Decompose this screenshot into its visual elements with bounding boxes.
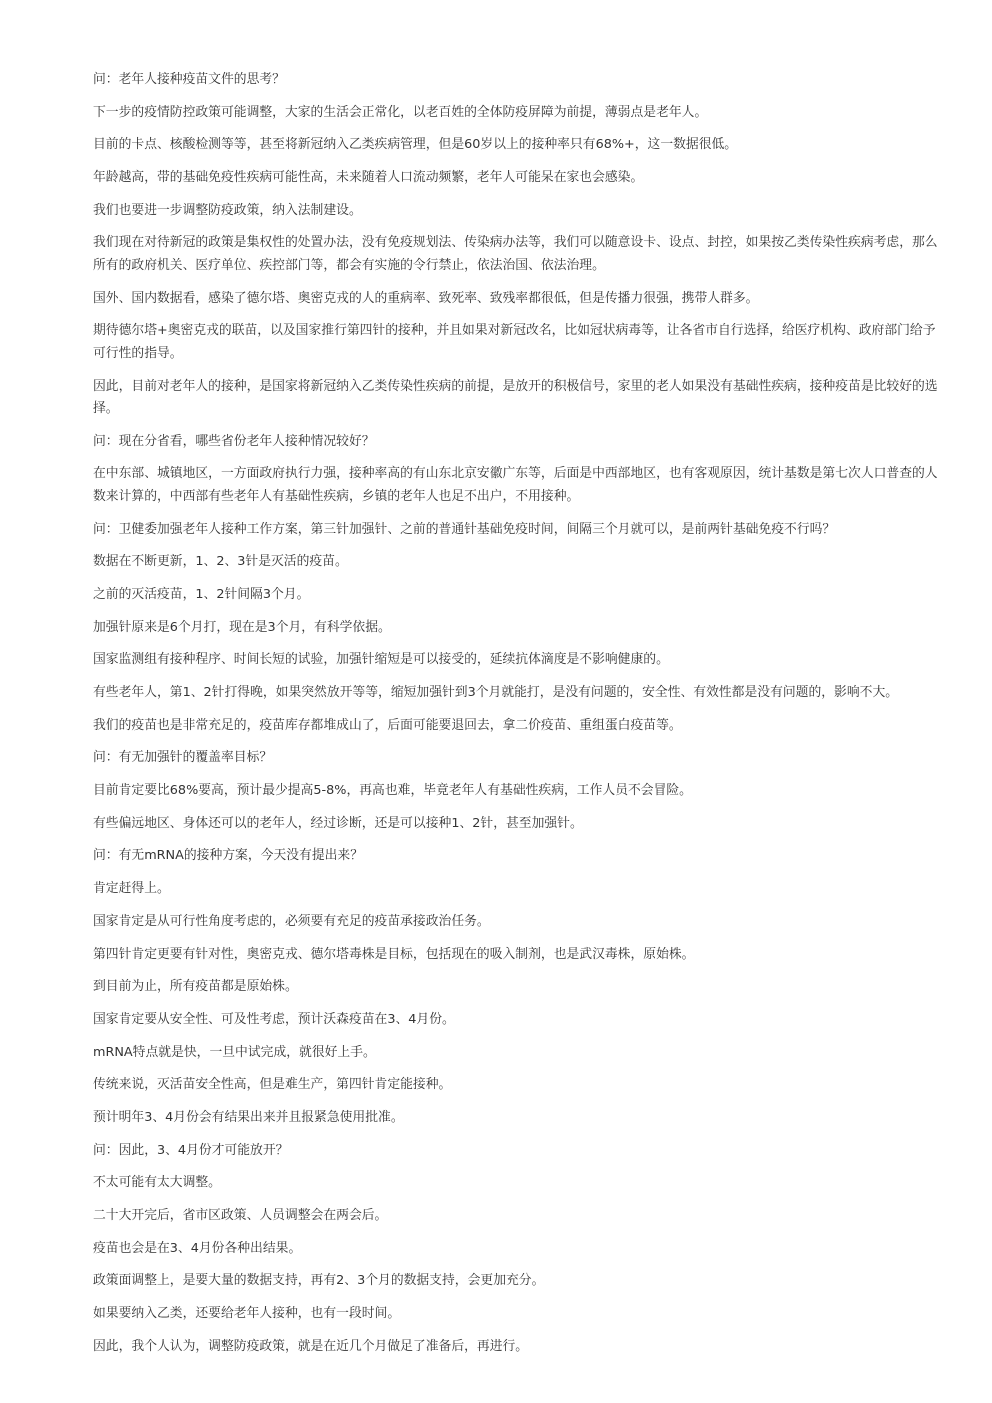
answer-paragraph: 年龄越高，带的基础免疫性疾病可能性高，未来随着人口流动频繁，老年人可能呆在家也会感染。 <box>93 170 644 186</box>
answer-paragraph: 我们的疫苗也是非常充足的，疫苗库存都堆成山了，后面可能要退回去，拿二价疫苗、重组蛋白疫苗等。 <box>93 717 682 733</box>
answer-paragraph: mRNA特点就是快，一旦中试完成，就很好上手。 <box>93 1044 376 1060</box>
answer-paragraph: 政策面调整上，是要大量的数据支持，再有2、3个月的数据支持，会更加充分。 <box>93 1273 545 1289</box>
answer-paragraph: 预计明年3、4月份会有结果出来并且报紧急使用批准。 <box>93 1109 404 1125</box>
answer-paragraph: 在中东部、城镇地区，一方面政府执行力强，接种率高的有山东北京安徽广东等，后面是中西部地区，也有客观原因，统计基数是第七次人口普查的人数来计算的，中西部有些老年人有基础性疾病，乡镇的老年人也足不出户，不用接种。 <box>93 466 938 504</box>
answer-paragraph: 国外、国内数据看，感染了德尔塔、奥密克戎的人的重病率、致死率、致残率都很低，但是传播力很强，携带人群多。 <box>93 290 759 306</box>
answer-paragraph: 有些偏远地区、身体还可以的老年人，经过诊断，还是可以接种1、2针，甚至加强针。 <box>93 815 583 831</box>
answer-paragraph: 我们现在对待新冠的政策是集权性的处置办法，没有免疫规划法、传染病办法等，我们可以随意设卡、设点、封控，如果按乙类传染性疾病考虑，那么所有的政府机关、医疗单位、疾控部门等，都会有实施的令行禁止，依法治国、依法治理。 <box>93 235 938 273</box>
document-body <box>93 69 945 1368</box>
question-paragraph: 问：老年人接种疫苗文件的思考？ <box>93 72 285 87</box>
answer-paragraph: 如果要纳入乙类，还要给老年人接种，也有一段时间。 <box>93 1306 401 1322</box>
question-paragraph: 问：卫健委加强老年人接种工作方案，第三针加强针、之前的普通针基础免疫时间，间隔三个月就可以，是前两针基础免疫不行吗？ <box>93 521 836 537</box>
answer-paragraph: 传统来说，灭活苗安全性高，但是难生产，第四针肯定能接种。 <box>93 1077 452 1093</box>
answer-paragraph: 国家监测组有接种程序、时间长短的试验，加强针缩短是可以接受的，延续抗体滴度是不影响健康的。 <box>93 652 669 668</box>
answer-paragraph: 有些老年人，第1、2针打得晚，如果突然放开等等，缩短加强针到3个月就能打，是没有问题的，安全性、有效性都是没有问题的，影响不大。 <box>93 685 899 700</box>
answer-paragraph: 我们也要进一步调整防疫政策，纳入法制建设。 <box>93 202 362 218</box>
answer-paragraph: 下一步的疫情防控政策可能调整，大家的生活会正常化，以老百姓的全体防疫屏障为前提，薄弱点是老年人。 <box>93 104 708 120</box>
question-paragraph: 问：有无加强针的覆盖率目标？ <box>93 750 273 766</box>
answer-paragraph: 到目前为止，所有疫苗都是原始株。 <box>93 979 298 995</box>
question-paragraph: 问：因此，3、4月份才可能放开？ <box>93 1142 289 1158</box>
answer-paragraph: 疫苗也会是在3、4月份各种出结果。 <box>93 1240 302 1256</box>
answer-paragraph: 数据在不断更新，1、2、3针是灭活的疫苗。 <box>93 554 348 570</box>
question-paragraph: 问：有无mRNA的接种方案，今天没有提出来？ <box>93 848 364 864</box>
answer-paragraph: 不太可能有太大调整。 <box>93 1175 221 1191</box>
answer-paragraph: 肯定赶得上。 <box>93 881 170 897</box>
answer-paragraph: 第四针肯定更要有针对性，奥密克戎、德尔塔毒株是目标，包括现在的吸入制剂，也是武汉毒株，原始株。 <box>93 946 695 962</box>
answer-paragraph: 国家肯定要从安全性、可及性考虑，预计沃森疫苗在3、4月份。 <box>93 1011 455 1027</box>
answer-paragraph: 国家肯定是从可行性角度考虑的，必须要有充足的疫苗承接政治任务。 <box>93 913 490 929</box>
answer-paragraph: 因此，我个人认为，调整防疫政策，就是在近几个月做足了准备后，再进行。 <box>93 1338 529 1354</box>
answer-paragraph: 目前的卡点、核酸检测等等，甚至将新冠纳入乙类疾病管理，但是60岁以上的接种率只有68%+，这一数据很低。 <box>93 137 738 153</box>
question-paragraph: 问：现在分省看，哪些省份老年人接种情况较好？ <box>93 433 375 449</box>
answer-paragraph: 因此，目前对老年人的接种，是国家将新冠纳入乙类传染性疾病的前提，是放开的积极信号，家里的老人如果没有基础性疾病，接种疫苗是比较好的选择。 <box>93 378 938 416</box>
answer-paragraph: 二十大开完后，省市区政策、人员调整会在两会后。 <box>93 1208 388 1223</box>
answer-paragraph: 之前的灭活疫苗，1、2针间隔3个月。 <box>93 586 310 602</box>
answer-paragraph: 目前肯定要比68%要高，预计最少提高5-8%，再高也难，毕竟老年人有基础性疾病，工作人员不会冒险。 <box>93 783 692 799</box>
answer-paragraph: 期待德尔塔+奥密克戎的联苗，以及国家推行第四针的接种，并且如果对新冠改名，比如冠状病毒等，让各省市自行选择，给医疗机构、政府部门给予可行性的指导。 <box>93 323 936 361</box>
answer-paragraph: 加强针原来是6个月打，现在是3个月，有科学依据。 <box>93 619 391 635</box>
